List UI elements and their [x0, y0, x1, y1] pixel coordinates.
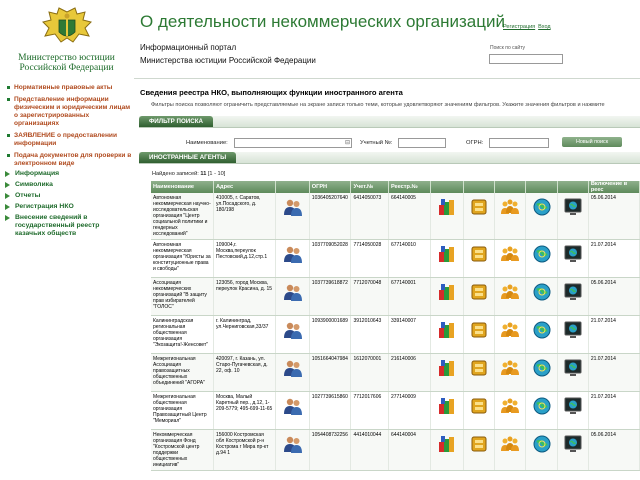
- cell-inclusion-date: 21.07.2014: [588, 354, 639, 392]
- portal-subtitle-line2: Министерства юстиции Российской Федерации: [140, 56, 316, 65]
- cell-monitor: [557, 354, 588, 392]
- cell-reg-number: 4414010044: [351, 430, 388, 471]
- col-header-registry-number[interactable]: Реестр.№: [388, 181, 430, 193]
- triangle-right-icon: [5, 193, 10, 199]
- cell-documents: [430, 316, 463, 354]
- lookup-icon[interactable]: ⊟: [344, 140, 350, 146]
- table-row[interactable]: [151, 240, 640, 278]
- name-filter-label: Наименование:: [186, 140, 228, 146]
- globe-icon[interactable]: [532, 244, 552, 264]
- documents-icon[interactable]: [437, 320, 457, 340]
- cell-globe: [526, 430, 557, 471]
- cell-registry-number: 277140009: [388, 392, 430, 430]
- reg-filter-label: Учетный №:: [360, 140, 393, 146]
- top-links: [503, 24, 554, 30]
- documents-icon[interactable]: [437, 434, 457, 454]
- filter-section-bar: [139, 116, 640, 128]
- cell-inclusion-date: 05.06.2014: [588, 278, 639, 316]
- col-header-founders: [276, 181, 309, 193]
- cell-inclusion-date: 21.07.2014: [588, 392, 639, 430]
- logo-block[interactable]: [0, 0, 133, 80]
- users-icon[interactable]: [283, 358, 303, 378]
- cell-ogrn: 1027739615860: [309, 392, 351, 430]
- cell-archive: [463, 193, 494, 240]
- people-group-icon[interactable]: [500, 434, 520, 454]
- cell-founders: [276, 354, 309, 392]
- cell-address: 109004,г. Москва,переулок Пестовский,д.12,стр.1: [213, 240, 275, 278]
- cell-people: [495, 193, 526, 240]
- register-link[interactable]: Регистрация: [503, 24, 536, 30]
- cell-documents: [430, 392, 463, 430]
- agents-table: [151, 181, 640, 471]
- table-row[interactable]: [151, 430, 640, 471]
- archive-icon[interactable]: [469, 282, 489, 302]
- sidebar-sections: [5, 170, 131, 241]
- cell-archive: [463, 354, 494, 392]
- sidebar-item-cossack-registry[interactable]: [5, 214, 131, 238]
- cell-ogrn: 1051664047984: [309, 354, 351, 392]
- reg-filter-input[interactable]: [398, 138, 446, 148]
- cell-ogrn: 1054408732256: [309, 430, 351, 471]
- cell-people: [495, 430, 526, 471]
- cell-ogrn: 1036405207640: [309, 193, 351, 240]
- cell-people: [495, 316, 526, 354]
- cell-address: 156000 Костромская обл Костромской р-н Кострома г Мира пр-кт д.94 1: [213, 430, 275, 471]
- cell-monitor: [557, 240, 588, 278]
- monitor-icon[interactable]: [563, 396, 583, 416]
- cell-reg-number: 7712017606: [351, 392, 388, 430]
- cell-globe: [526, 193, 557, 240]
- ministry-emblem-icon: [37, 6, 97, 52]
- cell-name[interactable]: Межрегиональная общественная организация Правозащитный Центр "Мемориал": [151, 392, 213, 430]
- people-group-icon[interactable]: [500, 358, 520, 378]
- cell-founders: [276, 316, 309, 354]
- site-title: О деятельности некоммерческих организаций: [140, 12, 505, 31]
- table-header-row: [151, 181, 640, 193]
- cell-inclusion-date: 05.06.2014: [588, 430, 639, 471]
- users-icon[interactable]: [283, 396, 303, 416]
- cell-globe: [526, 240, 557, 278]
- sidebar-item-label: Символика: [15, 181, 53, 188]
- cell-name[interactable]: Некоммерческая организация Фонд "Костромской центр поддержки общественных инициатив": [151, 430, 213, 471]
- ogrn-filter-input[interactable]: [489, 138, 549, 148]
- cell-archive: [463, 430, 494, 471]
- monitor-icon[interactable]: [563, 197, 583, 217]
- table-row[interactable]: [151, 316, 640, 354]
- cell-name[interactable]: Автономная некоммерческая организация "Юристы за конституционные права и свободы": [151, 240, 213, 278]
- cell-monitor: [557, 193, 588, 240]
- people-group-icon[interactable]: [500, 320, 520, 340]
- people-group-icon[interactable]: [500, 197, 520, 217]
- cell-founders: [276, 240, 309, 278]
- ogrn-filter-label: ОГРН:: [466, 140, 484, 146]
- cell-monitor: [557, 430, 588, 471]
- cell-monitor: [557, 316, 588, 354]
- cell-people: [495, 354, 526, 392]
- cell-ogrn: 1037739618872: [309, 278, 351, 316]
- cell-registry-number: 216140006: [388, 354, 430, 392]
- cell-archive: [463, 240, 494, 278]
- cell-globe: [526, 392, 557, 430]
- table-row[interactable]: [151, 278, 640, 316]
- cell-registry-number: 677140010: [388, 240, 430, 278]
- globe-icon[interactable]: [532, 320, 552, 340]
- col-header-inclusion-date[interactable]: Включение в реес: [588, 181, 639, 193]
- search-label: Поиск по сайту: [490, 45, 526, 51]
- cell-founders: [276, 278, 309, 316]
- cell-globe: [526, 278, 557, 316]
- cell-reg-number: 6414050073: [351, 193, 388, 240]
- col-header-name[interactable]: Наименование: [151, 181, 213, 193]
- users-icon[interactable]: [283, 282, 303, 302]
- cell-ogrn: 1037709052028: [309, 240, 351, 278]
- filter-note: Фильтры поиска позволяют ограничить представляемые на экране записи только теми, которые удовлетворяют значениям фильтров. Укажите значения фильтров и нажмите: [151, 102, 605, 108]
- cell-people: [495, 278, 526, 316]
- cell-address: 420097, г. Казань, ул. Старо-Пугачевская, д. 22, оф. 10: [213, 354, 275, 392]
- sidebar-item-reports[interactable]: [5, 192, 131, 200]
- cell-documents: [430, 240, 463, 278]
- cell-people: [495, 240, 526, 278]
- cell-archive: [463, 316, 494, 354]
- cell-registry-number: 339140007: [388, 316, 430, 354]
- triangle-right-icon: [5, 182, 10, 188]
- sidebar-item-label: Отчеты: [15, 192, 41, 199]
- cell-monitor: [557, 392, 588, 430]
- sidebar-item-nko-registration[interactable]: [5, 203, 131, 211]
- documents-icon[interactable]: [437, 244, 457, 264]
- cell-name[interactable]: Ассоциация некоммерческих организаций "В защиту прав избирателей "ГОЛОС": [151, 278, 213, 316]
- users-icon[interactable]: [283, 244, 303, 264]
- globe-icon[interactable]: [532, 396, 552, 416]
- header-divider: [134, 78, 640, 79]
- sidebar-link-electronic-submission[interactable]: Подача документов для проверки в электронном виде: [6, 152, 132, 168]
- cell-globe: [526, 316, 557, 354]
- documents-icon[interactable]: [437, 282, 457, 302]
- cell-documents: [430, 354, 463, 392]
- col-header-address[interactable]: Адрес: [213, 181, 275, 193]
- cell-ogrn: 1093900001689: [309, 316, 351, 354]
- globe-icon[interactable]: [532, 282, 552, 302]
- tab-foreign-agents[interactable]: ИНОСТРАННЫЕ АГЕНТЫ: [139, 152, 236, 163]
- cell-address: 410005, г. Саратов, ул.Посадского, д. 180/198: [213, 193, 275, 240]
- records-found: [152, 171, 225, 177]
- sidebar-item-label: Информация: [15, 170, 60, 177]
- cell-founders: [276, 193, 309, 240]
- cell-inclusion-date: 05.06.2014: [588, 193, 639, 240]
- cell-reg-number: 1612070001: [351, 354, 388, 392]
- cell-archive: [463, 392, 494, 430]
- people-group-icon[interactable]: [500, 282, 520, 302]
- records-found-count: 11: [200, 171, 207, 177]
- col-header-icon-5: [557, 181, 588, 193]
- portal-subtitle-line1: Информационный портал: [140, 43, 237, 52]
- sidebar-link-info-provision[interactable]: Представление информации физическим и юридическим лицам о зарегистрированных организациях: [6, 96, 132, 128]
- cell-name[interactable]: Межрегиональная Ассоциация правозащитных общественных объединений "АГОРА": [151, 354, 213, 392]
- cell-name[interactable]: Калининградская региональная общественная организация "Экозащита!-Женсовет": [151, 316, 213, 354]
- cell-founders: [276, 392, 309, 430]
- cell-reg-number: 7712070048: [351, 278, 388, 316]
- col-header-icon-3: [495, 181, 526, 193]
- cell-globe: [526, 354, 557, 392]
- col-header-icon-2: [463, 181, 494, 193]
- globe-icon[interactable]: [532, 358, 552, 378]
- login-link[interactable]: Вход: [538, 24, 551, 30]
- search-input[interactable]: [489, 54, 563, 64]
- monitor-icon[interactable]: [563, 282, 583, 302]
- archive-icon[interactable]: [469, 434, 489, 454]
- cell-address: Москва, Малый Каретный пер., д.12, 1-209-5779; 495-699-11-65: [213, 392, 275, 430]
- cell-founders: [276, 430, 309, 471]
- archive-icon[interactable]: [469, 244, 489, 264]
- documents-icon[interactable]: [437, 358, 457, 378]
- tab-filter[interactable]: ФИЛЬТР ПОИСКА: [139, 116, 213, 127]
- archive-icon[interactable]: [469, 320, 489, 340]
- cell-inclusion-date: 21.07.2014: [588, 316, 639, 354]
- cell-registry-number: 644140004: [388, 430, 430, 471]
- monitor-icon[interactable]: [563, 320, 583, 340]
- sidebar-links: [6, 84, 132, 172]
- sidebar-item-symbols[interactable]: [5, 181, 131, 189]
- col-header-icon-4: [526, 181, 557, 193]
- cell-documents: [430, 193, 463, 240]
- sidebar-item-information[interactable]: [5, 170, 131, 178]
- cell-reg-number: 7714050028: [351, 240, 388, 278]
- table-row[interactable]: [151, 193, 640, 240]
- ministry-name: Министерство юстиции Российской Федерации: [18, 53, 115, 73]
- cell-address: 123056, город Москва, переулок Красина, д. 15: [213, 278, 275, 316]
- cell-address: г. Калининград, ул.Черниговская,33/37: [213, 316, 275, 354]
- users-icon[interactable]: [283, 320, 303, 340]
- people-group-icon[interactable]: [500, 396, 520, 416]
- cell-registry-number: 677140001: [388, 278, 430, 316]
- archive-icon[interactable]: [469, 358, 489, 378]
- monitor-icon[interactable]: [563, 244, 583, 264]
- cell-registry-number: 664140005: [388, 193, 430, 240]
- archive-icon[interactable]: [469, 396, 489, 416]
- cell-inclusion-date: 21.07.2014: [588, 240, 639, 278]
- triangle-right-icon: [5, 215, 10, 221]
- monitor-icon[interactable]: [563, 358, 583, 378]
- sidebar-item-label: Внесение сведений в государственный реестр казачьих обществ: [15, 214, 100, 237]
- col-header-reg-number[interactable]: Учет.№: [351, 181, 388, 193]
- monitor-icon[interactable]: [563, 434, 583, 454]
- sidebar-link-info-request[interactable]: ЗАЯВЛЕНИЕ о предоставлении информации: [6, 132, 132, 148]
- globe-icon[interactable]: [532, 434, 552, 454]
- col-header-icon-1: [430, 181, 463, 193]
- cell-documents: [430, 430, 463, 471]
- page-heading: Сведения реестра НКО, выполняющих функции иностранного агента: [140, 88, 403, 97]
- cell-monitor: [557, 278, 588, 316]
- col-header-ogrn[interactable]: ОГРН: [309, 181, 351, 193]
- documents-icon[interactable]: [437, 197, 457, 217]
- cell-archive: [463, 278, 494, 316]
- table-row[interactable]: [151, 354, 640, 392]
- sidebar-item-label: Регистрация НКО: [15, 203, 74, 210]
- left-column: [0, 0, 133, 480]
- table-row[interactable]: [151, 392, 640, 430]
- cell-reg-number: 3912010643: [351, 316, 388, 354]
- documents-icon[interactable]: [437, 396, 457, 416]
- agents-section-bar: [139, 152, 640, 164]
- triangle-right-icon: [5, 171, 10, 177]
- records-page-range[interactable]: [1 - 10]: [207, 171, 226, 177]
- records-found-label: Найдено записей:: [152, 171, 199, 177]
- sidebar-link-legal-acts[interactable]: Нормативные правовые акты: [6, 84, 132, 92]
- globe-icon[interactable]: [532, 197, 552, 217]
- users-icon[interactable]: [283, 434, 303, 454]
- cell-people: [495, 392, 526, 430]
- new-search-button[interactable]: Новый поиск: [562, 137, 622, 147]
- name-filter-input[interactable]: [234, 138, 352, 148]
- users-icon[interactable]: [283, 197, 303, 217]
- cell-name[interactable]: Автономная некоммерческая научно-исследовательская организация "Центр социальной политики и гендерных исследований": [151, 193, 213, 240]
- archive-icon[interactable]: [469, 197, 489, 217]
- triangle-right-icon: [5, 204, 10, 210]
- people-group-icon[interactable]: [500, 244, 520, 264]
- cell-documents: [430, 278, 463, 316]
